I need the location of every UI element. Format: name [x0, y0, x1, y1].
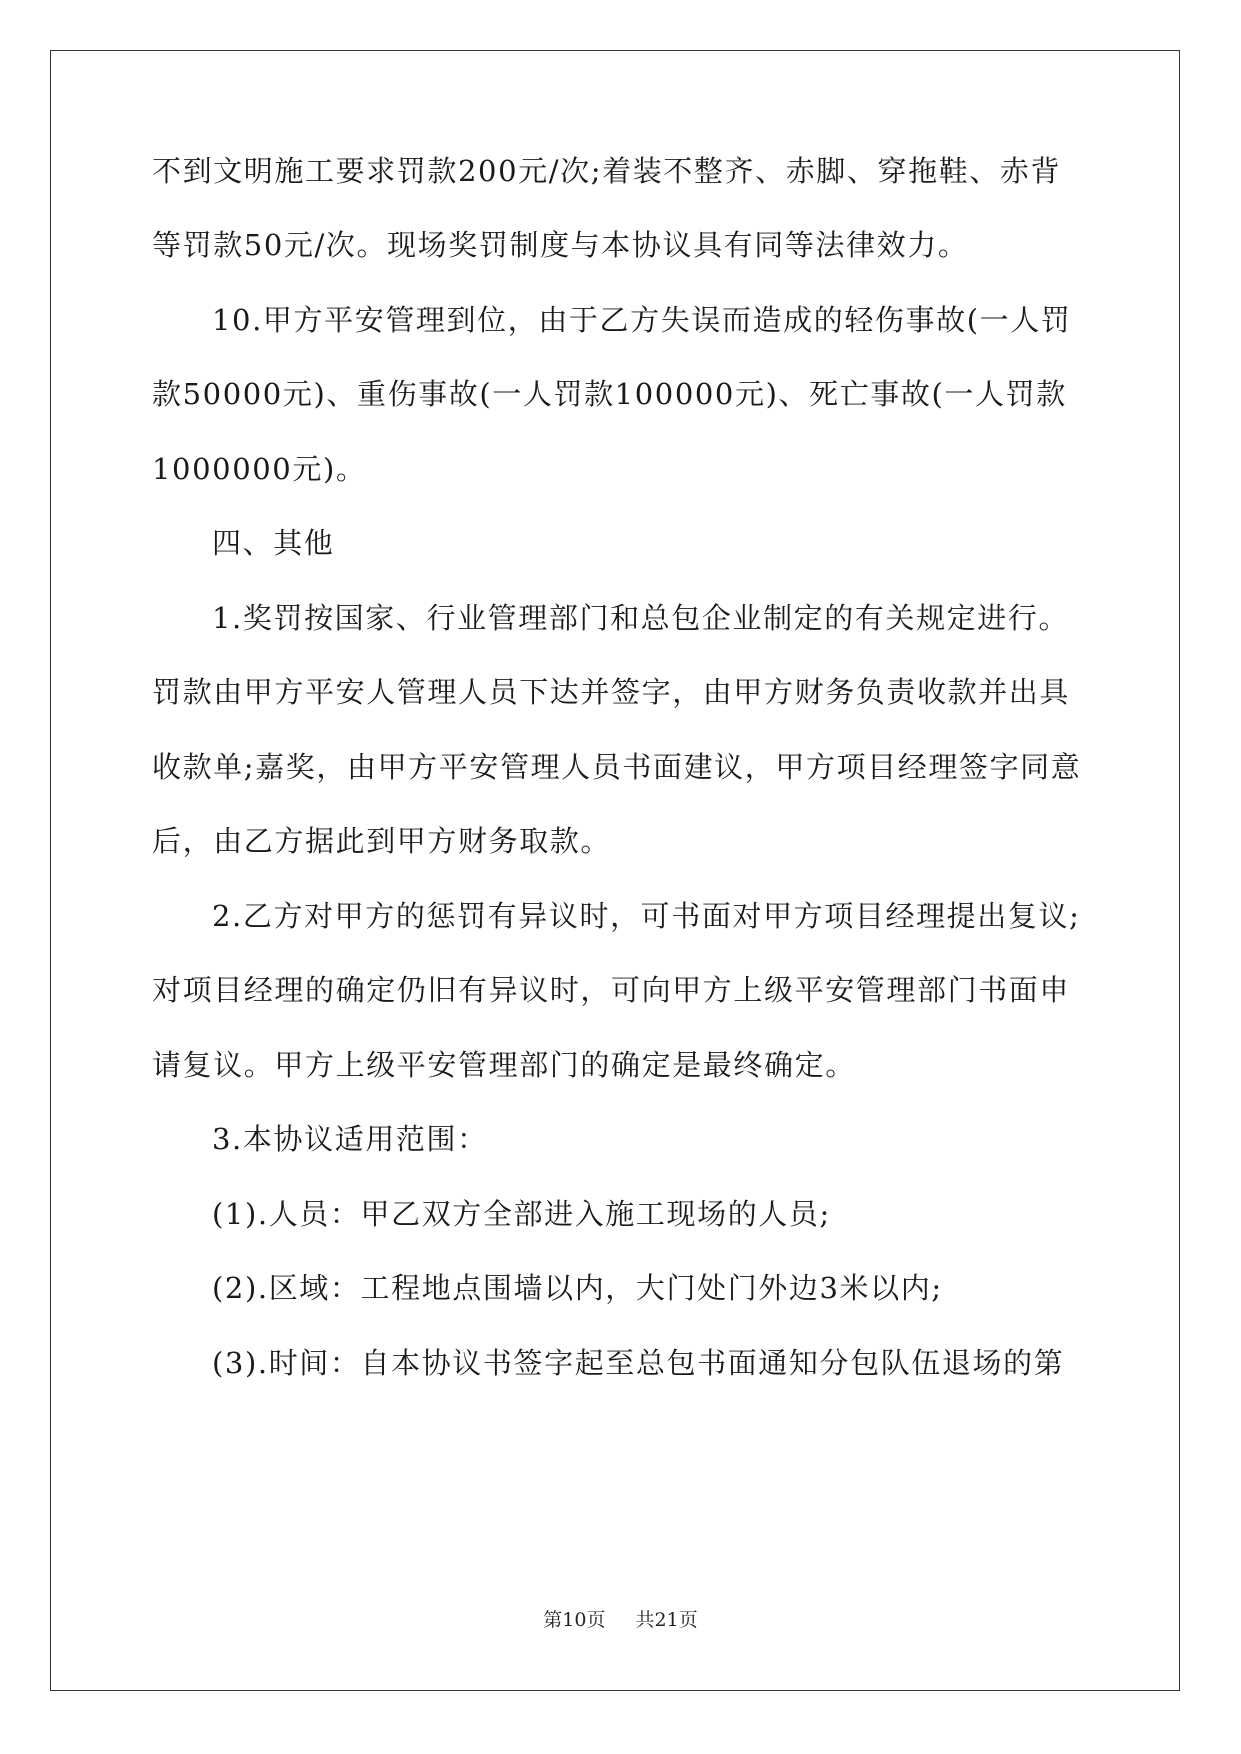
- page-footer: [0, 1608, 1241, 1632]
- text-line: 后，由乙方据此到甲方财务取款。: [152, 824, 612, 858]
- text-line: 款50000元)、重伤事故(一人罚款100000元)、死亡事故(一人罚款: [152, 377, 1067, 411]
- page-number: 第10页: [543, 1609, 606, 1631]
- page-border: [50, 50, 1180, 1691]
- text-line: 罚款由甲方平安人管理人员下达并签字，由甲方财务负责收款并出具: [152, 675, 1071, 709]
- text-line: 收款单;嘉奖，由甲方平安管理人员书面建议，甲方项目经理签字同意: [152, 750, 1082, 784]
- text-line: 对项目经理的确定仍旧有异议时，可向甲方上级平安管理部门书面申: [152, 973, 1071, 1007]
- text-line: (2).区域：工程地点围墙以内，大门处门外边3米以内;: [212, 1271, 943, 1305]
- text-line: 10.甲方平安管理到位，由于乙方失误而造成的轻伤事故(一人罚: [212, 303, 1072, 337]
- page-total: 共21页: [635, 1609, 698, 1631]
- text-line: 2.乙方对甲方的惩罚有异议时，可书面对甲方项目经理提出复议;: [212, 899, 1081, 933]
- text-line: 不到文明施工要求罚款200元/次;着装不整齐、赤脚、穿拖鞋、赤背: [152, 154, 1062, 188]
- text-line: 请复议。甲方上级平安管理部门的确定是最终确定。: [152, 1048, 856, 1082]
- text-line: (3).时间：自本协议书签字起至总包书面通知分包队伍退场的第: [212, 1346, 1065, 1380]
- text-line: 1.奖罚按国家、行业管理部门和总包企业制定的有关规定进行。: [212, 601, 1070, 635]
- text-line: (1).人员：甲乙双方全部进入施工现场的人员;: [212, 1197, 831, 1231]
- text-line: 等罚款50元/次。现场奖罚制度与本协议具有同等法律效力。: [152, 228, 969, 262]
- text-line: 3.本协议适用范围：: [212, 1122, 488, 1156]
- section-heading: 四、其他: [212, 526, 335, 560]
- text-line: 1000000元)。: [152, 452, 367, 486]
